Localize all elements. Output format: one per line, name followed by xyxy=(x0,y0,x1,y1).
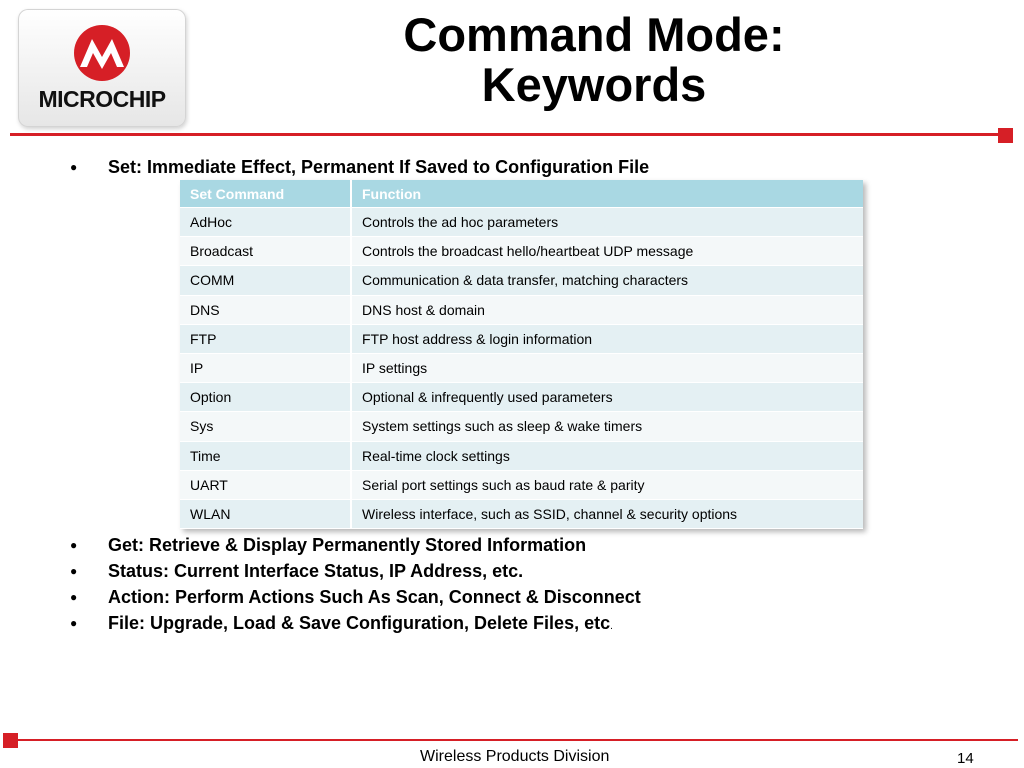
table-row xyxy=(180,383,863,412)
table-header-row xyxy=(180,180,863,208)
cell-function: Serial port settings such as baud rate & parity xyxy=(351,470,863,499)
cell-function: FTP host address & login information xyxy=(351,324,863,353)
table-row xyxy=(180,266,863,295)
table-row xyxy=(180,441,863,470)
cell-function: Real-time clock settings xyxy=(351,441,863,470)
cell-set-command: Option xyxy=(180,383,351,412)
slide-title xyxy=(300,10,888,110)
cell-function: Optional & infrequently used parameters xyxy=(351,383,863,412)
table-row xyxy=(180,324,863,353)
microchip-logo xyxy=(18,9,186,127)
bullet-dot-icon: ● xyxy=(70,160,78,174)
page-number: 14 xyxy=(957,750,974,767)
table-row xyxy=(180,470,863,499)
cell-set-command: Broadcast xyxy=(180,237,351,266)
cell-set-command: WLAN xyxy=(180,499,351,528)
cell-function: System settings such as sleep & wake timers xyxy=(351,412,863,441)
cell-set-command: AdHoc xyxy=(180,208,351,237)
footer-divider xyxy=(18,739,1018,741)
cell-function: DNS host & domain xyxy=(351,295,863,324)
cell-set-command: UART xyxy=(180,470,351,499)
bullet-text: Action: Perform Actions Such As Scan, Connect & Disconnect xyxy=(108,587,641,607)
table-row xyxy=(180,353,863,382)
cell-function: Communication & data transfer, matching characters xyxy=(351,266,863,295)
cell-set-command: IP xyxy=(180,353,351,382)
footer-division: Wireless Products Division xyxy=(420,748,610,765)
column-header-function: Function xyxy=(351,180,863,208)
logo-wordmark: MICROCHIP xyxy=(38,86,166,112)
table-row xyxy=(180,208,863,237)
cell-set-command: COMM xyxy=(180,266,351,295)
header-divider xyxy=(10,133,998,136)
cell-set-command: Sys xyxy=(180,412,351,441)
bullet-dot-icon: ● xyxy=(70,590,78,604)
bullet-text-tail: . xyxy=(610,621,613,632)
column-header-set-command: Set Command xyxy=(180,180,351,208)
table-row xyxy=(180,295,863,324)
bullet-text: File: Upgrade, Load & Save Configuration, Delete Files, etc xyxy=(108,613,611,633)
bullet-text: Get: Retrieve & Display Permanently Stored Information xyxy=(108,535,587,555)
bullet-text-wrap xyxy=(108,612,613,638)
set-command-table xyxy=(180,180,863,529)
cell-set-command: FTP xyxy=(180,324,351,353)
table-row xyxy=(180,237,863,266)
footer-divider-square xyxy=(3,733,18,748)
bullet-dot-icon: ● xyxy=(70,616,78,630)
microchip-emblem-icon xyxy=(66,23,138,83)
bullet-dot-icon: ● xyxy=(70,564,78,578)
cell-set-command: DNS xyxy=(180,295,351,324)
cell-function: IP settings xyxy=(351,353,863,382)
header-divider-square xyxy=(998,128,1013,143)
cell-function: Wireless interface, such as SSID, channel & security options xyxy=(351,499,863,528)
cell-set-command: Time xyxy=(180,441,351,470)
bullet-dot-icon: ● xyxy=(70,538,78,552)
cell-function: Controls the ad hoc parameters xyxy=(351,208,863,237)
table-row xyxy=(180,499,863,528)
bullet-text: Status: Current Interface Status, IP Address, etc. xyxy=(108,561,524,581)
bullet-text: Set: Immediate Effect, Permanent If Saved to Configuration File xyxy=(108,157,650,177)
cell-function: Controls the broadcast hello/heartbeat UDP message xyxy=(351,237,863,266)
table-row xyxy=(180,412,863,441)
slide-title-line-2: Keywords xyxy=(481,58,707,111)
slide-title-line-1: Command Mode: xyxy=(403,8,785,61)
